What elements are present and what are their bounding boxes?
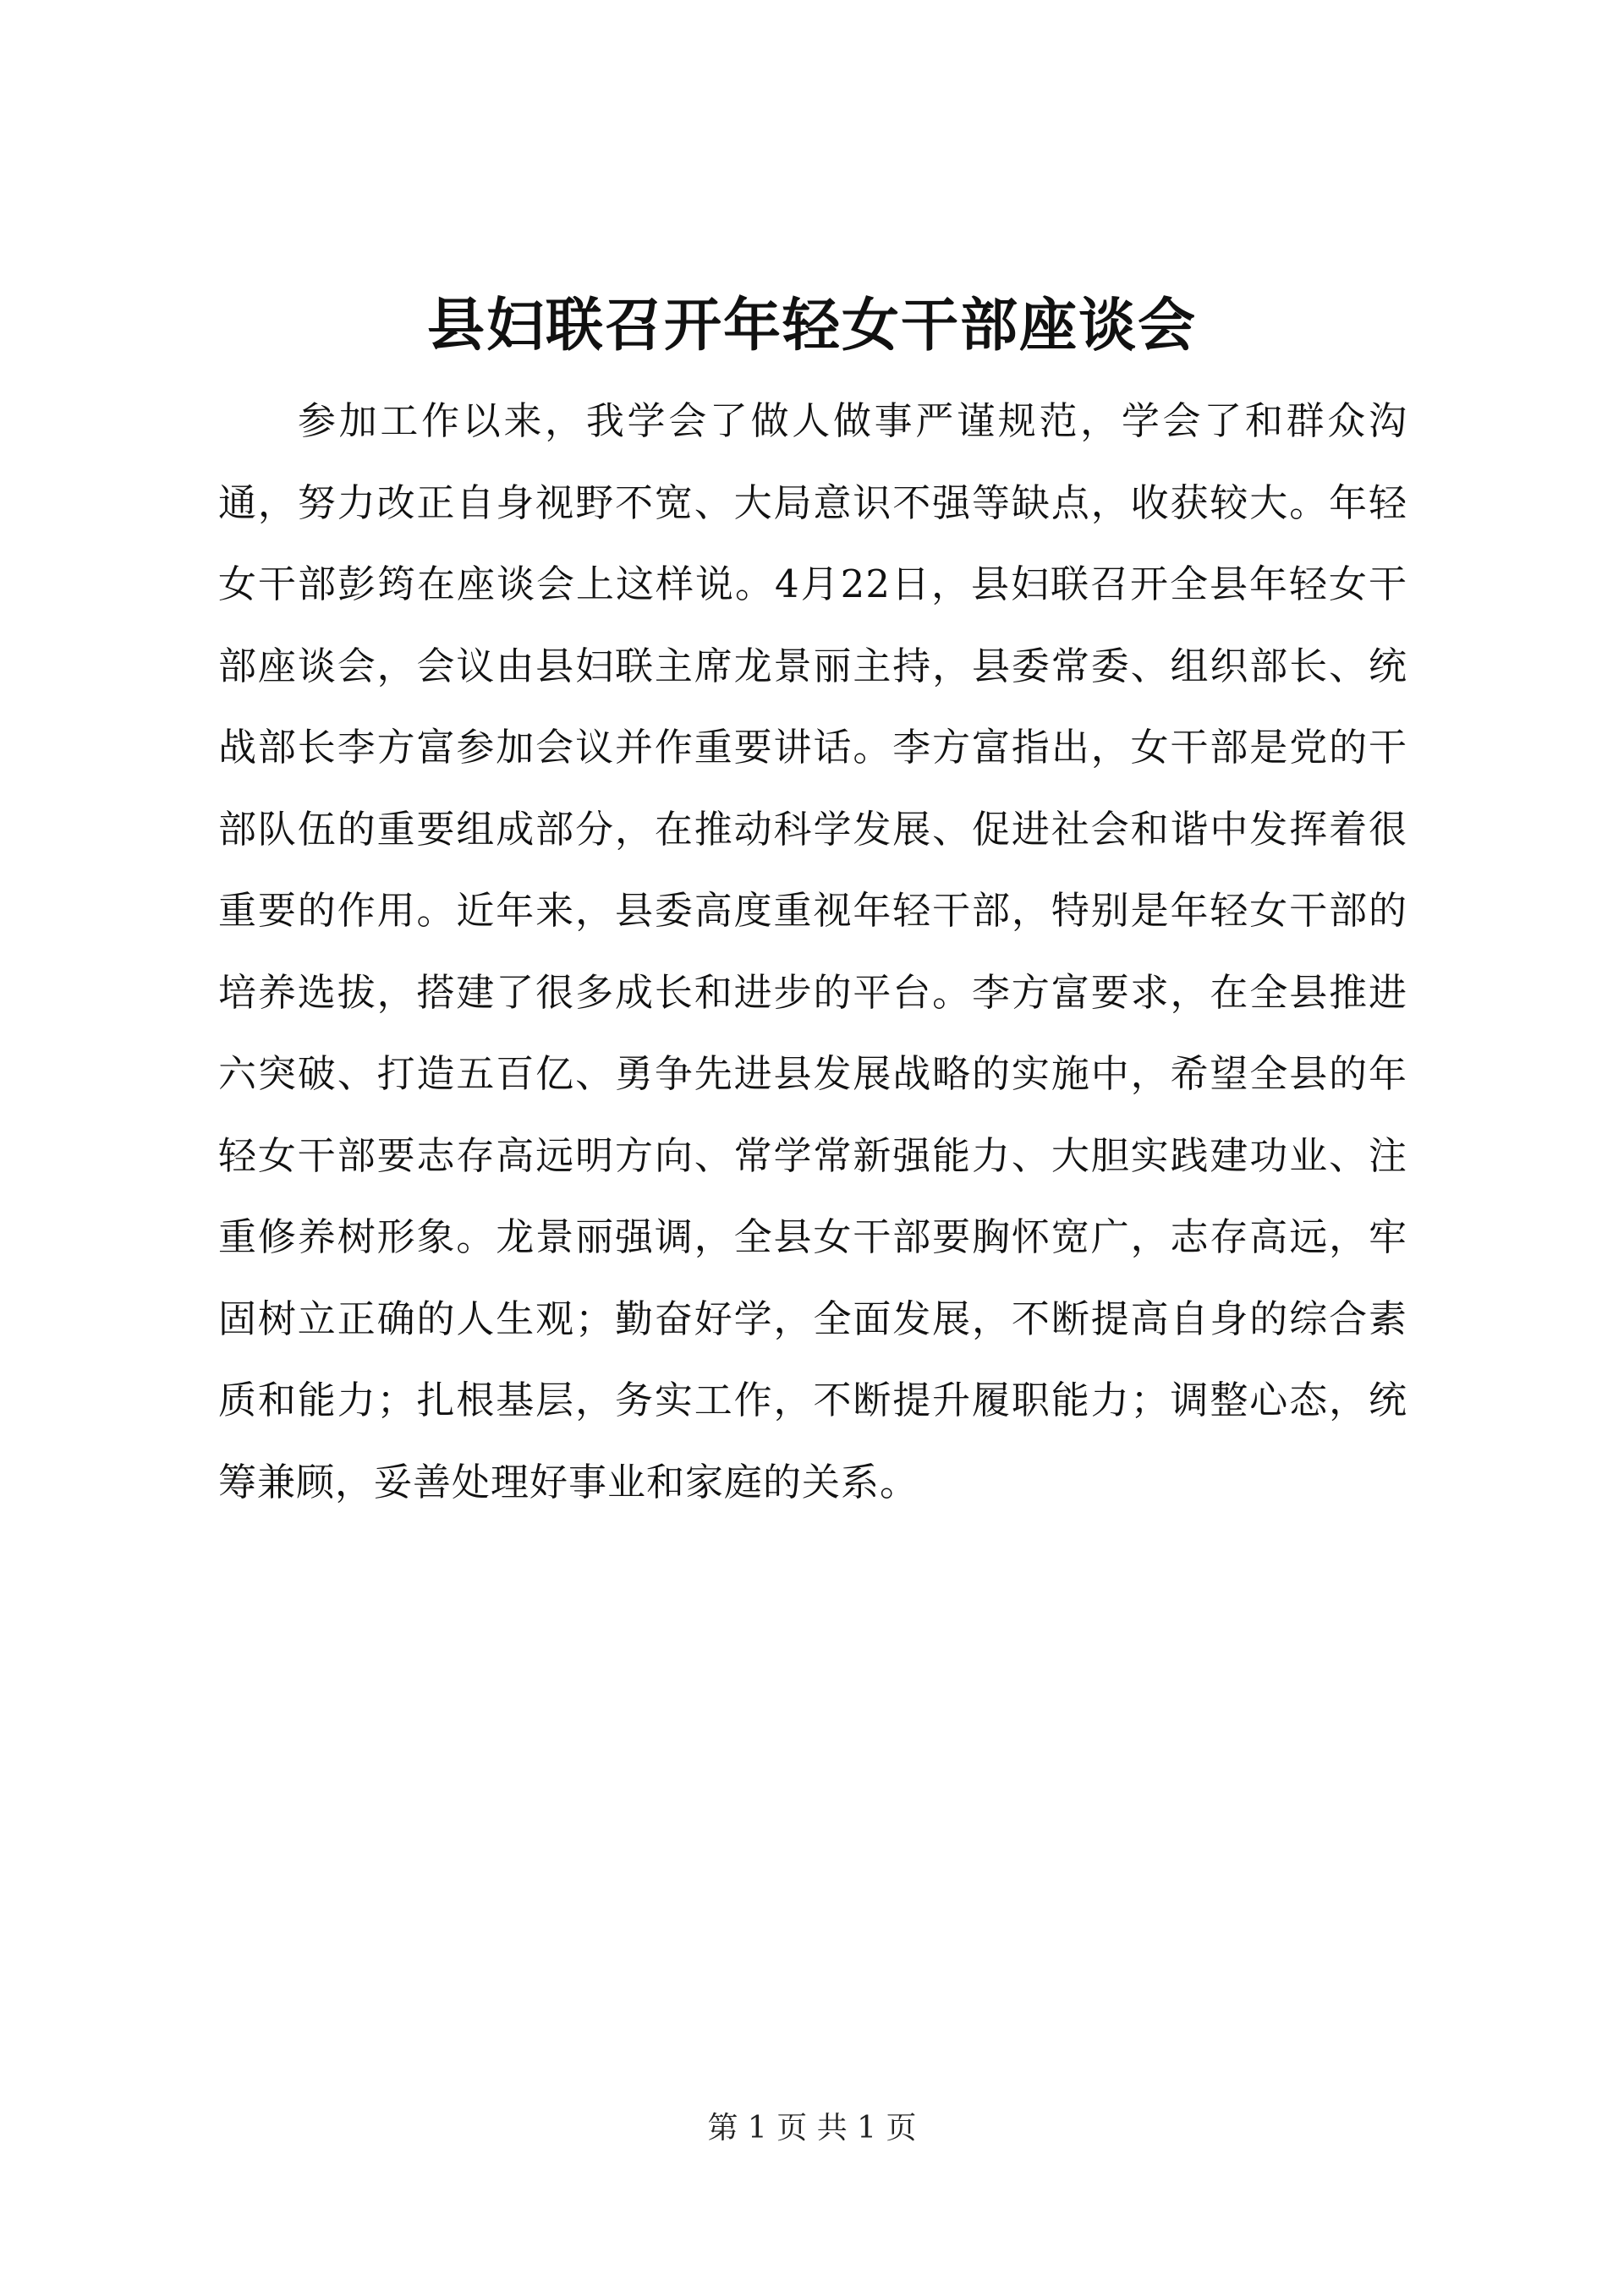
page-number-footer: 第 1 页 共 1 页 — [707, 2111, 917, 2145]
document-body-paragraph: 参加工作以来，我学会了做人做事严谨规范，学会了和群众沟通，努力改正自身视野不宽、大局意识不强等缺点，收获较大。年轻女干部彭筠在座谈会上这样说。4月22日，县妇联召开全县年轻女干部座谈会，会议由县妇联主席龙景丽主持，县委常委、组织部长、统战部长李方富参加会议并作重要讲话。李方富指出，女干部是党的干部队伍的重要组成部分，在推动科学发展、促进社会和谐中发挥着很重要的作用。近年来，县委高度重视年轻干部，特别是年轻女干部的培养选拔，搭建了很多成长和进步的平台。李方富要求，在全县推进六突破、打造五百亿、勇争先进县发展战略的实施中，希望全县的年轻女干部要志存高远明方向、常学常新强能力、大胆实践建功业、注重修养树形象。龙景丽强调，全县女干部要胸怀宽广，志存高远，牢固树立正确的人生观；勤奋好学，全面发展，不断提高自身的综合素质和能力；扎根基层，务实工作，不断提升履职能力；调整心态，统筹兼顾，妥善处理好事业和家庭的关系。 — [218, 398, 1407, 1504]
document-title: 县妇联召开年轻女干部座谈会 — [426, 292, 1197, 359]
